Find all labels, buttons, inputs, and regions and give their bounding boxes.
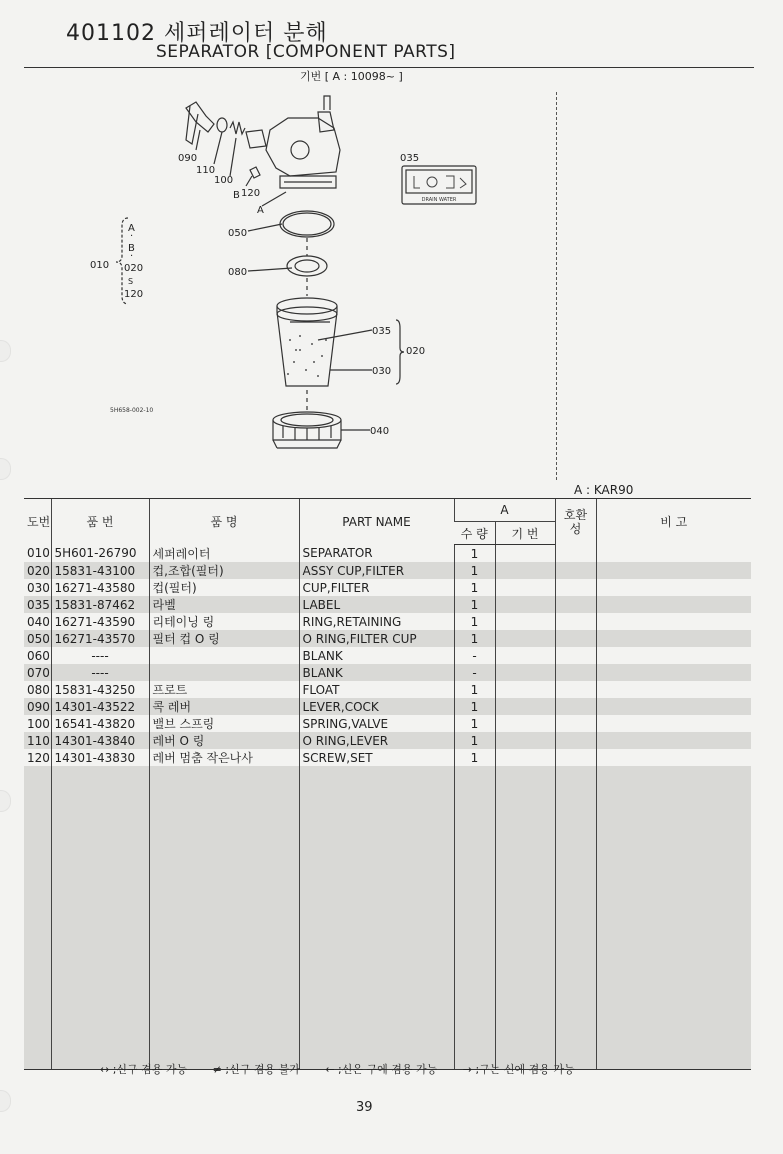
cell-interchange — [555, 681, 596, 698]
cell-qty: 1 — [454, 545, 495, 563]
cell-qty: 1 — [454, 596, 495, 613]
cell-remarks — [596, 545, 751, 563]
table-row — [24, 613, 751, 630]
header-qty: 수 량 — [454, 522, 495, 545]
cell-ref: 010 — [27, 546, 50, 561]
cell-qty: 1 — [454, 681, 495, 698]
cell-qty: - — [454, 664, 495, 681]
group-dot: · — [130, 251, 134, 262]
cell-part-no: 15831-87462 — [51, 596, 149, 613]
cell-name-kr: 리테이닝 링 — [149, 613, 299, 630]
cell-name-en: SCREW,SET — [299, 749, 454, 766]
cell-remarks — [596, 732, 751, 749]
header-interchange: 호환성 — [555, 499, 596, 545]
cell-serial — [495, 664, 555, 681]
cell-interchange — [555, 664, 596, 681]
cell-serial — [495, 647, 555, 664]
table-blank-area — [24, 766, 751, 1070]
cell-name-en: LEVER,COCK — [299, 698, 454, 715]
cell-name-kr — [149, 664, 299, 681]
callout-035: 035 — [372, 326, 392, 337]
drawing-number: 5H658-002-10 — [110, 407, 154, 414]
binder-hole — [0, 790, 11, 812]
parts-table — [24, 498, 751, 1070]
header-serial: 기 번 — [495, 522, 555, 545]
cell-name-kr: 레버 멈춤 작은나사 — [149, 749, 299, 766]
cell-serial — [495, 698, 555, 715]
cell-serial — [495, 630, 555, 647]
cell-interchange — [555, 562, 596, 579]
cell-remarks — [596, 630, 751, 647]
table-row — [24, 545, 751, 563]
cell-ref: 040 — [27, 614, 50, 629]
exploded-parts-diagram — [0, 70, 783, 490]
cell-remarks — [596, 562, 751, 579]
group-a: A — [128, 223, 135, 234]
callout-030: 030 — [372, 366, 392, 377]
cell-part-no: 14301-43840 — [51, 732, 149, 749]
cell-qty: 1 — [454, 562, 495, 579]
diagram-divider — [556, 92, 557, 480]
cell-serial — [495, 596, 555, 613]
cell-qty: 1 — [454, 613, 495, 630]
cell-name-kr: 컵(필터) — [149, 579, 299, 596]
callout-080: 080 — [228, 267, 248, 278]
cell-name-en: SPRING,VALVE — [299, 715, 454, 732]
table-row — [24, 664, 751, 681]
cell-part-no: 16271-43590 — [51, 613, 149, 630]
cell-interchange — [555, 545, 596, 563]
cell-remarks — [596, 715, 751, 732]
cell-qty: 1 — [454, 698, 495, 715]
cell-qty: 1 — [454, 732, 495, 749]
cell-serial — [495, 732, 555, 749]
callout-b: B — [233, 190, 240, 201]
cell-part-no: 5H601-26790 — [51, 545, 149, 563]
cell-name-kr: 콕 레버 — [149, 698, 299, 715]
cell-serial — [495, 715, 555, 732]
page-number: 39 — [356, 1100, 373, 1115]
cell-serial — [495, 613, 555, 630]
cell-serial — [495, 579, 555, 596]
callout-040: 040 — [370, 426, 390, 437]
cell-part-no: 15831-43250 — [51, 681, 149, 698]
compatibility-legend — [100, 1061, 597, 1077]
cell-remarks — [596, 664, 751, 681]
table-row — [24, 647, 751, 664]
serial-range: 기번 [ A : 10098~ ] — [300, 70, 403, 83]
cell-name-en: BLANK — [299, 664, 454, 681]
cell-qty: 1 — [454, 715, 495, 732]
cell-qty: 1 — [454, 579, 495, 596]
table-row — [24, 698, 751, 715]
cell-part-no: 14301-43830 — [51, 749, 149, 766]
cell-name-kr: 밸브 스프링 — [149, 715, 299, 732]
header-name-kr: 품 명 — [149, 499, 299, 545]
cell-remarks — [596, 596, 751, 613]
binder-hole — [0, 1090, 11, 1112]
cell-ref: 100 — [27, 716, 50, 731]
cell-interchange — [555, 715, 596, 732]
cell-ref: 050 — [24, 630, 51, 647]
cell-qty: 1 — [454, 749, 495, 766]
cell-serial — [495, 562, 555, 579]
cell-serial — [495, 545, 555, 563]
callout-020: 020 — [406, 346, 426, 357]
cell-name-kr: 라벨 — [149, 596, 299, 613]
cell-ref: 030 — [27, 580, 50, 595]
cell-interchange — [555, 613, 596, 630]
cell-name-en: ASSY CUP,FILTER — [299, 562, 454, 579]
cell-interchange — [555, 749, 596, 766]
header-remarks: 비 고 — [596, 499, 751, 545]
legend-item: ↔ ;신구 겸용 가능 — [100, 1063, 188, 1076]
cell-interchange — [555, 579, 596, 596]
cell-ref: 120 — [27, 750, 50, 765]
page-subtitle: SEPARATOR [COMPONENT PARTS] — [156, 42, 456, 62]
cell-part-no: ---- — [51, 664, 149, 681]
table-row — [24, 715, 751, 732]
callout-a: A — [257, 205, 264, 216]
table-row — [24, 579, 751, 596]
cell-part-no: 16541-43820 — [51, 715, 149, 732]
cell-part-no: 16271-43580 — [51, 579, 149, 596]
group-range-mark: S — [128, 277, 134, 286]
cell-name-kr: 프로트 — [149, 681, 299, 698]
cell-remarks — [596, 647, 751, 664]
callout-110: 110 — [196, 165, 216, 176]
cell-remarks — [596, 698, 751, 715]
cell-remarks — [596, 681, 751, 698]
header-ref: 도번 — [24, 499, 51, 545]
cell-ref: 060 — [27, 648, 50, 663]
table-row — [24, 562, 751, 579]
cell-ref: 035 — [24, 596, 51, 613]
cell-name-kr: 컵,조합(필터) — [149, 562, 299, 579]
model-note: A : KAR90 — [574, 483, 634, 497]
cell-interchange — [555, 596, 596, 613]
table-row — [24, 630, 751, 647]
cell-name-kr: 필터 컵 O 링 — [149, 630, 299, 647]
cell-interchange — [555, 732, 596, 749]
legend-item: ← ;신은 구에 겸용 가능 — [325, 1063, 438, 1076]
legend-item: ≠ ;신구 겸용 불가 — [212, 1063, 300, 1076]
cell-name-kr: 레버 O 링 — [149, 732, 299, 749]
header-part-no: 품 번 — [51, 499, 149, 545]
group-item-120: 120 — [124, 289, 144, 300]
table-row — [24, 596, 751, 613]
callout-100: 100 — [214, 175, 234, 186]
cell-name-en: CUP,FILTER — [299, 579, 454, 596]
table-row — [24, 749, 751, 766]
group-id: 010 — [90, 260, 110, 271]
header-group-a: A — [454, 499, 555, 522]
cell-interchange — [555, 698, 596, 715]
header-part-name: PART NAME — [299, 499, 454, 545]
cell-part-no: ---- — [51, 647, 149, 664]
cell-name-en: O RING,LEVER — [299, 732, 454, 749]
callout-050: 050 — [228, 228, 248, 239]
label-glyph — [414, 176, 420, 188]
cell-remarks — [596, 749, 751, 766]
cell-name-en: FLOAT — [299, 681, 454, 698]
callout-035-label: 035 — [400, 153, 420, 164]
cell-part-no: 16271-43570 — [51, 630, 149, 647]
cell-qty: 1 — [454, 630, 495, 647]
group-item-020: 020 — [124, 263, 144, 274]
cell-ref: 090 — [24, 698, 51, 715]
cell-remarks — [596, 579, 751, 596]
cell-name-en: O RING,FILTER CUP — [299, 630, 454, 647]
cell-interchange — [555, 647, 596, 664]
label-caption: DRAIN WATER — [421, 197, 457, 203]
cell-name-en: RING,RETAINING — [299, 613, 454, 630]
cell-ref: 080 — [27, 682, 50, 697]
callout-090: 090 — [178, 153, 198, 164]
cell-name-kr — [149, 647, 299, 664]
table-row — [24, 732, 751, 749]
cell-ref: 020 — [24, 562, 51, 579]
cell-part-no: 15831-43100 — [51, 562, 149, 579]
cell-name-kr: 세퍼레이터 — [149, 545, 299, 563]
cell-name-en: LABEL — [299, 596, 454, 613]
cell-ref: 070 — [24, 664, 51, 681]
page-title: 401102 세퍼레이터 분해 — [66, 21, 328, 46]
cell-remarks — [596, 613, 751, 630]
callout-120: 120 — [241, 188, 261, 199]
cell-name-en: BLANK — [299, 647, 454, 664]
table-row — [24, 681, 751, 698]
cell-serial — [495, 681, 555, 698]
cell-qty: - — [454, 647, 495, 664]
legend-item: → ;구는 신에 겸용 가능 — [462, 1063, 575, 1076]
cell-interchange — [555, 630, 596, 647]
cell-part-no: 14301-43522 — [51, 698, 149, 715]
cell-serial — [495, 749, 555, 766]
group-b: B — [128, 243, 135, 254]
cell-name-en: SEPARATOR — [299, 545, 454, 563]
cell-ref: 110 — [24, 732, 51, 749]
group-dot: · — [130, 231, 134, 242]
